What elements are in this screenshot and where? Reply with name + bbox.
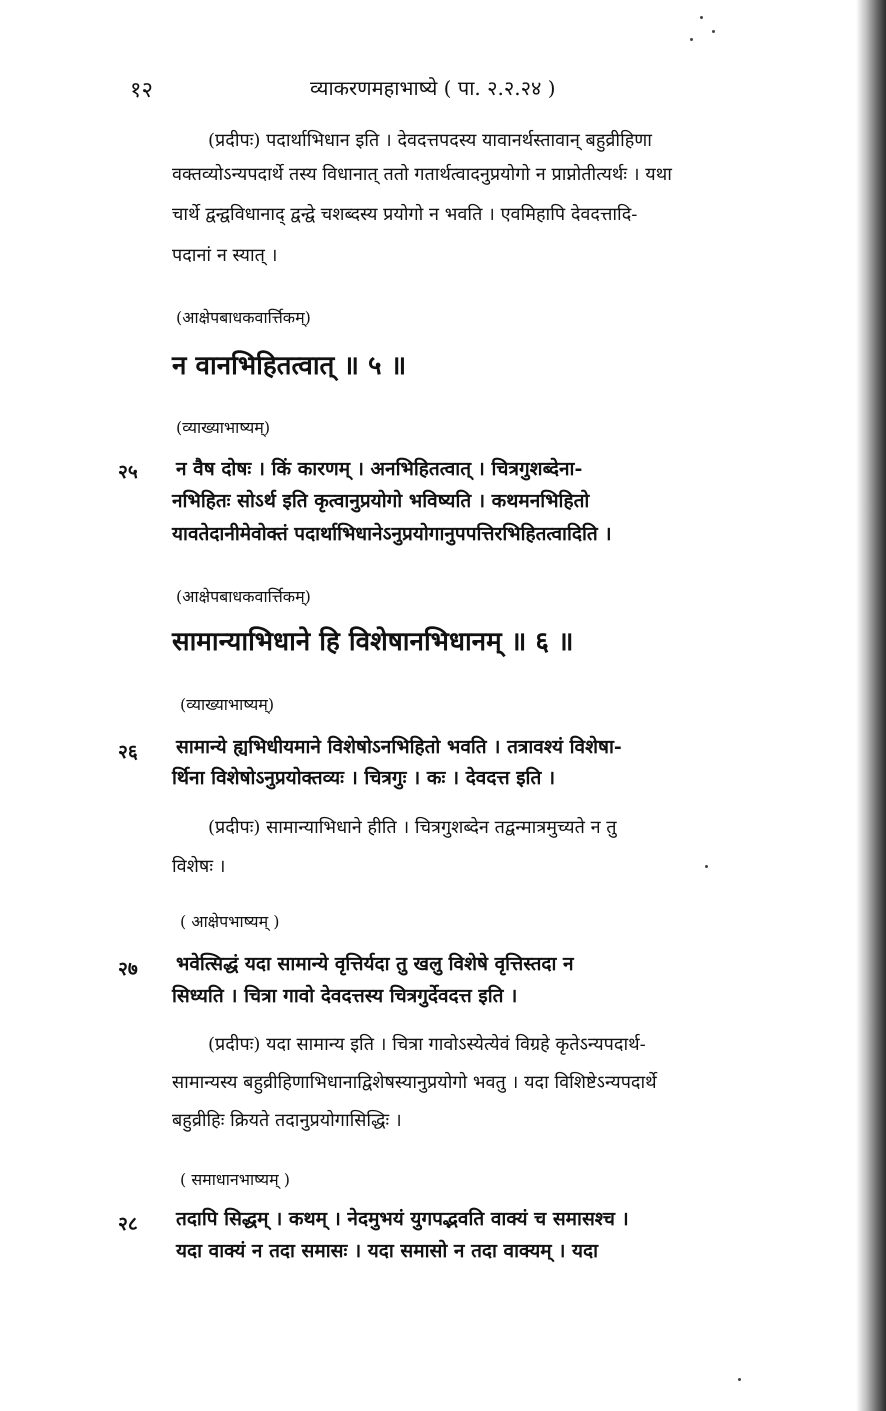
- text-line: नभिहितः सोऽर्थ इति कृत्वानुप्रयोगो भविष्यति । कथमनभिहितो: [172, 490, 590, 512]
- speck: [712, 30, 715, 33]
- text-line: (प्रदीपः) पदार्थाभिधान इति । देवदत्तपदस्य यावानर्थस्तावान् बहुव्रीहिणा: [208, 130, 652, 151]
- page-number: १२: [130, 78, 153, 103]
- text-line: चार्थे द्वन्द्वविधानाद् द्वन्द्वे चशब्दस्य प्रयोगो न भवति । एवमिहापि देवदत्तादि-: [172, 204, 638, 225]
- vartika-sutra: न वानभिहितत्वात् ॥ ५ ॥: [172, 351, 407, 381]
- paragraph-number: २७: [118, 958, 138, 980]
- section-label: (आक्षेपबाधकवार्त्तिकम्): [176, 587, 311, 606]
- section-label: (व्याख्याभाष्यम्): [180, 695, 275, 714]
- text-line: र्थिना विशेषोऽनुप्रयोक्तव्यः । चित्रगुः । कः । देवदत्त इति ।: [172, 767, 556, 789]
- text-line: सामान्ये ह्यभिधीयमाने विशेषोऽनभिहितो भवति । तत्रावश्यं विशेषा-: [176, 736, 622, 758]
- paragraph-number: २५: [118, 461, 138, 483]
- text-line: यावतेदानीमेवोक्तं पदार्थाभिधानेऽनुप्रयोगानुपपत्तिरभिहितत्वादिति ।: [172, 523, 612, 545]
- speck: [700, 16, 703, 19]
- text-line: पदानां न स्यात् ।: [172, 245, 278, 266]
- speck: [705, 865, 708, 868]
- text-line: वक्तव्योऽन्यपदार्थे तस्य विधानात् ततो गतार्थत्वादनुप्रयोगो न प्राप्नोतीत्यर्थः । यथा: [172, 164, 672, 185]
- text-line: भवेत्सिद्धं यदा सामान्ये वृत्तिर्यदा तु खलु विशेषे वृत्तिस्तदा न: [176, 953, 574, 975]
- page-edge-shadow: [856, 0, 886, 1411]
- vartika-sutra: सामान्याभिधाने हि विशेषानभिधानम् ॥ ६ ॥: [172, 627, 574, 657]
- text-line: सिध्यति । चित्रा गावो देवदत्तस्य चित्रगुर्देवदत्त इति ।: [172, 985, 518, 1007]
- pradipa-line: (प्रदीपः) सामान्याभिधाने हीति । चित्रगुशब्देन तद्वन्मात्रमुच्यते न तु: [208, 817, 617, 838]
- speck: [690, 38, 693, 41]
- speck: [738, 1378, 741, 1381]
- pradipa-line: (प्रदीपः) यदा सामान्य इति । चित्रा गावोऽस्येत्येवं विग्रहे कृतेऽन्यपदार्थ-: [208, 1034, 646, 1055]
- pradipa-line: सामान्यस्य बहुव्रीहिणाभिधानाद्विशेषस्यानुप्रयोगो भवतु । यदा विशिष्टेऽन्यपदार्थे: [172, 1072, 657, 1093]
- running-title: व्याकरणमहाभाष्ये ( पा. २.२.२४ ): [310, 76, 556, 100]
- text-line: यदा वाक्यं न तदा समासः । यदा समासो न तदा वाक्यम् । यदा: [176, 1240, 599, 1262]
- page-header: [130, 74, 830, 104]
- paragraph-number: २६: [118, 741, 138, 763]
- paragraph-number: २८: [118, 1213, 138, 1235]
- pradipa-line: विशेषः ।: [172, 856, 226, 877]
- text-line: न वैष दोषः । किं कारणम् । अनभिहितत्वात् । चित्रगुशब्देना-: [176, 458, 583, 480]
- pradipa-line: बहुव्रीहिः क्रियते तदानुप्रयोगासिद्धिः ।: [172, 1110, 402, 1131]
- section-label: (व्याख्याभाष्यम्): [176, 418, 271, 437]
- section-label: (आक्षेपबाधकवार्त्तिकम्): [176, 308, 311, 327]
- text-line: तदापि सिद्धम् । कथम् । नेदमुभयं युगपद्भवति वाक्यं च समासश्च ।: [176, 1208, 629, 1230]
- section-label: ( समाधानभाष्यम् ): [180, 1170, 290, 1189]
- section-label: ( आक्षेपभाष्यम् ): [180, 912, 280, 931]
